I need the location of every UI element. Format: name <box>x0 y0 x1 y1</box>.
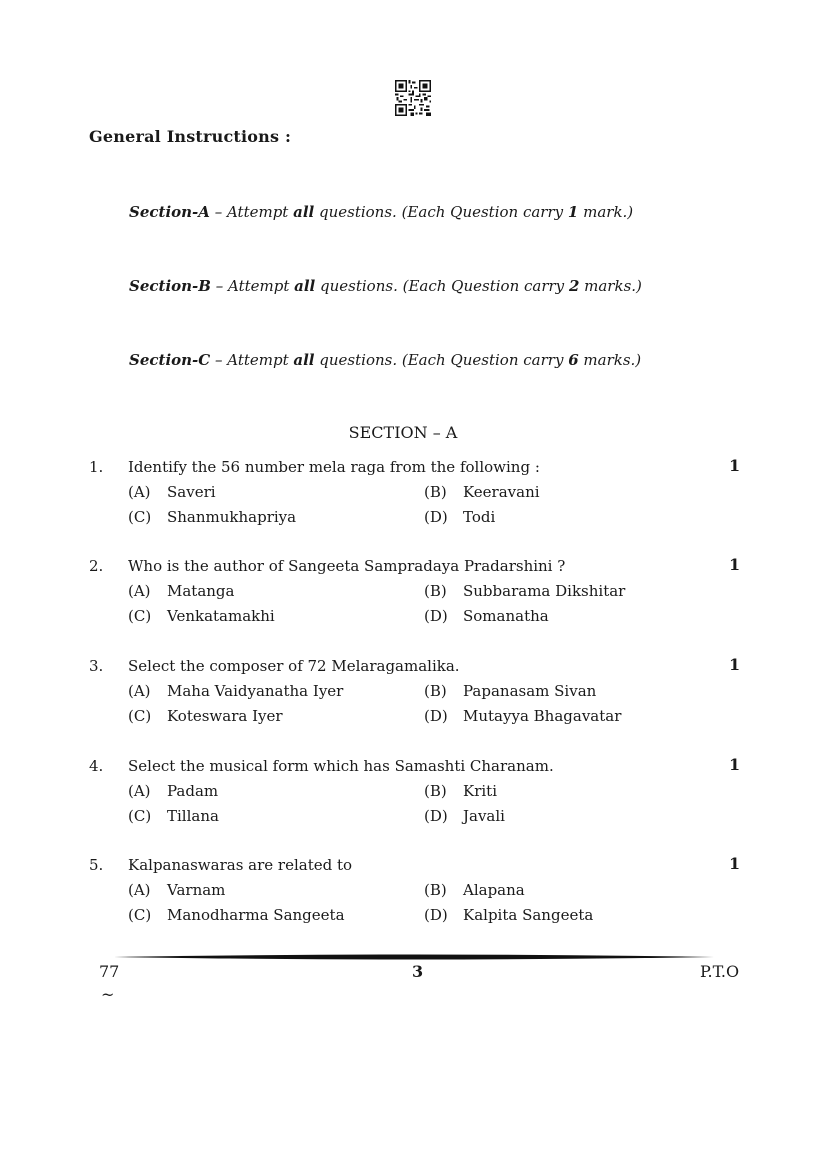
question-number: 4. <box>89 757 104 775</box>
instruction-section-name: Section-C <box>129 351 211 369</box>
question-text: Select the musical form which has Samashti Charanam. <box>128 757 554 775</box>
question-marks: 1 <box>729 854 741 873</box>
question-text: Kalpanaswaras are related to <box>128 856 353 874</box>
question-2: 2. Who is the author of Sangeeta Sampradaya Pradarshini ? 1 (A) Matanga (B) Subbarama Dikshitar (C) Venkatamakhi (D) Somanatha <box>89 555 741 625</box>
question-3: 3. Select the composer of 72 Melaragamalika. 1 (A) Maha Vaidyanatha Iyer (B) Papanasam Sivan (C) Koteswara Iyer (D) Mutayya Bhagavatar <box>89 655 741 725</box>
instruction-section-name: Section-A <box>129 203 210 221</box>
question-1: 1. Identify the 56 number mela raga from the following : 1 (A) Saveri (B) Keeravani (C) Shanmukhapriya (D) Todi <box>89 456 741 526</box>
instruction-section-name: Section-B <box>129 277 211 295</box>
general-instructions-title: General Instructions : <box>89 127 292 146</box>
question-number: 5. <box>89 856 104 874</box>
footer-divider <box>114 953 714 961</box>
question-5: 5. Kalpanaswaras are related to 1 (A) Varnam (B) Alapana (C) Manodharma Sangeeta (D) Kalpita Sangeeta <box>89 854 741 924</box>
footer-pto: P.T.O <box>700 962 740 981</box>
question-4: 4. Select the musical form which has Samashti Charanam. 1 (A) Padam (B) Kriti (C) Tillana (D) Javali <box>89 755 741 825</box>
instruction-section-a: Section-A – Attempt all questions. (Each Question carry 1 mark.) <box>129 203 634 221</box>
instruction-section-b: Section-B – Attempt all questions. (Each Question carry 2 marks.) <box>129 277 642 295</box>
footer-tilde: ~ <box>101 985 115 1004</box>
question-marks: 1 <box>729 456 741 475</box>
section-title: SECTION – A <box>348 423 458 442</box>
question-number: 1. <box>89 458 104 476</box>
question-number: 2. <box>89 557 104 575</box>
question-marks: 1 <box>729 655 741 674</box>
question-text: Who is the author of Sangeeta Sampradaya Pradarshini ? <box>128 557 566 575</box>
instruction-section-c: Section-C – Attempt all questions. (Each Question carry 6 marks.) <box>129 351 642 369</box>
qr-code-icon <box>395 80 431 116</box>
question-text: Select the composer of 72 Melaragamalika. <box>128 657 460 675</box>
question-marks: 1 <box>729 555 741 574</box>
footer-paper-code: 77 <box>99 962 120 981</box>
question-marks: 1 <box>729 755 741 774</box>
question-text: Identify the 56 number mela raga from the following : <box>128 458 540 476</box>
footer-page-number: 3 <box>412 962 424 981</box>
question-number: 3. <box>89 657 104 675</box>
